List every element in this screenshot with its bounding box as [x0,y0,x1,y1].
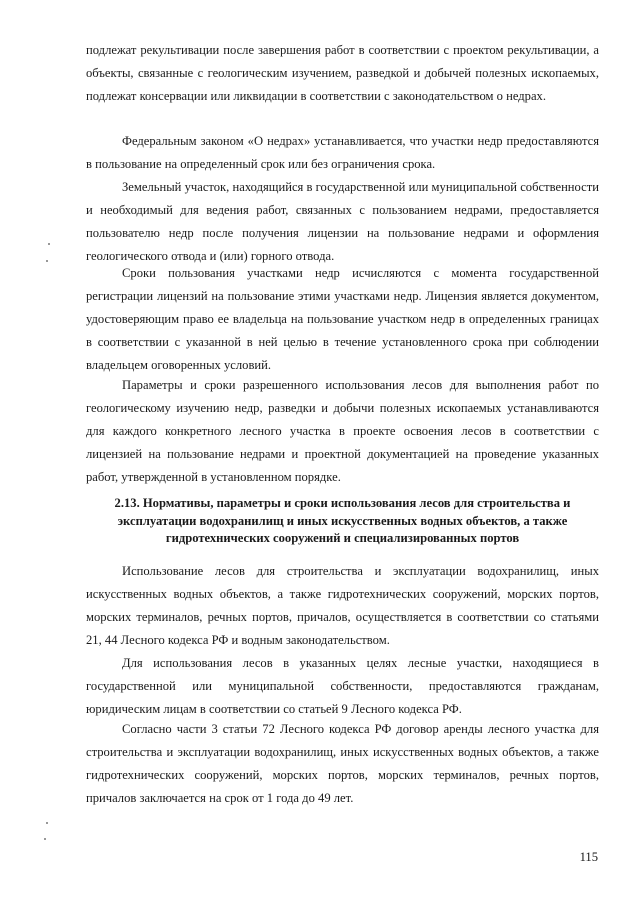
scan-speck [48,243,50,245]
paragraph-land-plot: Земельный участок, находящийся в государственной или муниципальной собственности и необходимый для ведения работ, связанных с пользованием недрами, предоставляется пользователю недр после получения лицензии на пользование недрами и оформления геологического отвода и (или) горного отвода. [86,180,599,263]
paragraph-license-terms: Сроки пользования участками недр исчисляются с момента государственной регистрации лицензий на пользование этими участками недр. Лицензия является документом, удостоверяющим право ее владельца на пользование участком недр в определенных границах в соответствии с указанной в ней целью в течение установленного срока при соблюдении владельцем оговоренных условий. [86,266,599,372]
paragraph-reclamation: подлежат рекультивации после завершения работ в соответствии с проектом рекультивации, а объекты, связанные с геологическим изучением, разведкой и добычей полезных ископаемых, подлежат консервации или ликвидации в соответствии с законодательством о недрах. [86,43,599,103]
scan-speck [46,822,48,824]
paragraph-forest-parameters: Параметры и сроки разрешенного использования лесов для выполнения работ по геологическому изучению недр, разведки и добычи полезных ископаемых устанавливаются для каждого конкретного лесного участка в проекте освоения лесов в соответствии с лицензией на пользование недрами и проектной документацией на проведение указанных работ, утвержденной в установленном порядке. [86,378,599,484]
paragraph-forest-use: Использование лесов для строительства и эксплуатации водохранилищ, иных искусственных водных объектов, а также гидротехнических сооружений, морских портов, морских терминалов, речных портов, причалов, осуществляется в соответствии со статьями 21, 44 Лесного кодекса РФ и водным законодательством. [86,564,599,647]
paragraph-plots-provision: Для использования лесов в указанных целях лесные участки, находящиеся в государственной или муниципальной собственности, предоставляются гражданам, юридическим лицам в соответствии со статьей 9 Лесного кодекса РФ. [86,656,599,716]
page-number: 115 [579,850,598,864]
scan-speck [46,260,48,262]
section-heading: 2.13. Нормативы, параметры и сроки использования лесов для строительства и эксплуатации водохранилищ и иных искусственных водных объектов, а также гидротехнических сооружений и специализированных портов [114,496,571,545]
paragraph-subsoil-law: Федеральным законом «О недрах» устанавливается, что участки недр предоставляются в пользование на определенный срок или без ограничения срока. [86,134,599,171]
scan-speck [44,838,46,840]
paragraph-lease-term: Согласно части 3 статьи 72 Лесного кодекса РФ договор аренды лесного участка для строительства и эксплуатации водохранилищ, иных искусственных водных объектов, а также гидротехнических сооружений, морских портов, морских терминалов, речных портов, причалов заключается на срок от 1 года до 49 лет. [86,722,599,805]
